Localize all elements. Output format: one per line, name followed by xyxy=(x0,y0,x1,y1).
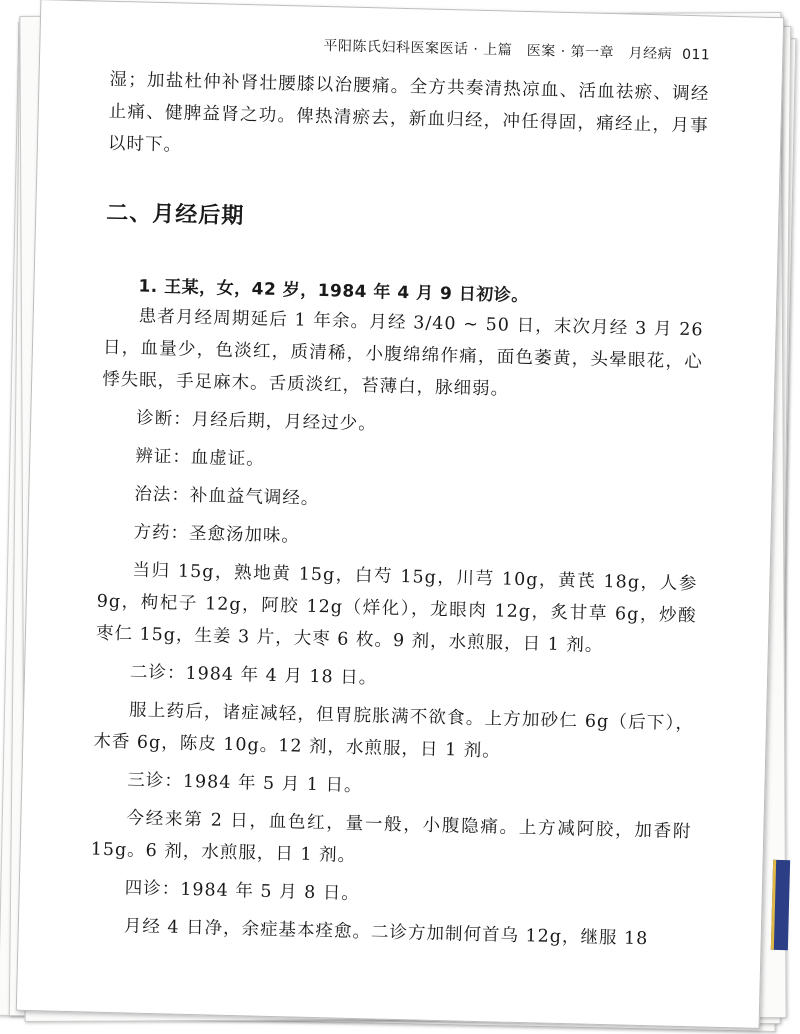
book-page xyxy=(16,0,785,1029)
running-title: 平阳陈氏妇科医案医话 · 上篇 医案 · 第一章 月经病 xyxy=(323,37,673,63)
visit2-text: 服上药后，诸症减轻，但胃脘胀满不欲食。上方加砂仁 6g（后下），木香 6g，陈皮 10g。12 剂，水煎服，日 1 剂。 xyxy=(93,700,695,762)
intro-paragraph: 湿；加盐杜仲补肾壮腰膝以治腰痛。全方共奏清热凉血、活血祛瘀、调经止痛、健脾益肾之功。俾热清瘀去，新血归经，冲任得固，痛经止，月事以时下。 xyxy=(107,69,710,156)
page-content xyxy=(88,30,710,956)
case-history: 患者月经周期延后 1 年余。月经 3/40 ~ 50 日，末次月经 3 月 26 日，血量少，色淡红，质清稀，小腹绵绵作痛，面色萎黄，头晕眼花，心悸失眠，手足麻木。舌质淡红，苔薄白，脉细弱。 xyxy=(101,306,704,400)
visit4-text: 月经 4 日净，余症基本痊愈。二诊方加制何首乌 12g，继服 18 xyxy=(123,916,649,950)
running-header xyxy=(110,30,710,65)
diagnosis-line: 诊断：月经后期，月经过少。 xyxy=(136,408,377,435)
visit2-label: 二诊：1984 年 4 月 18 日。 xyxy=(129,662,378,689)
book-cover-edge xyxy=(771,860,790,950)
treatment-line: 治法：补血益气调经。 xyxy=(134,484,320,510)
page-number: 011 xyxy=(681,46,711,64)
visit3-text: 今经来第 2 日，血色红，量一般，小腹隐痛。上方减阿胶，加香附 15g。6 剂，水煎服，日 1 剂。 xyxy=(90,808,692,867)
syndrome-line: 辨证：血虚证。 xyxy=(135,446,266,470)
visit4-label: 四诊：1984 年 5 月 8 日。 xyxy=(124,878,361,905)
case-title: 1. 王某，女，42 岁，1984 年 4 月 9 日初诊。 xyxy=(138,276,529,307)
prescription-paragraph: 当归 15g，熟地黄 15g，白芍 15g，川芎 10g，黄芪 18g，人参 9g，枸杞子 12g，阿胶 12g（烊化），龙眼肉 12g，炙甘草 6g，炒酸枣仁 15g，生姜 3 片，大枣 6 枚。9 剂，水煎服，日 1 剂。 xyxy=(95,560,698,657)
visit3-label: 三诊：1984 年 5 月 1 日。 xyxy=(127,770,363,797)
formula-line: 方药：圣愈汤加味。 xyxy=(133,522,301,547)
section-title: 二、月经后期 xyxy=(105,200,245,230)
